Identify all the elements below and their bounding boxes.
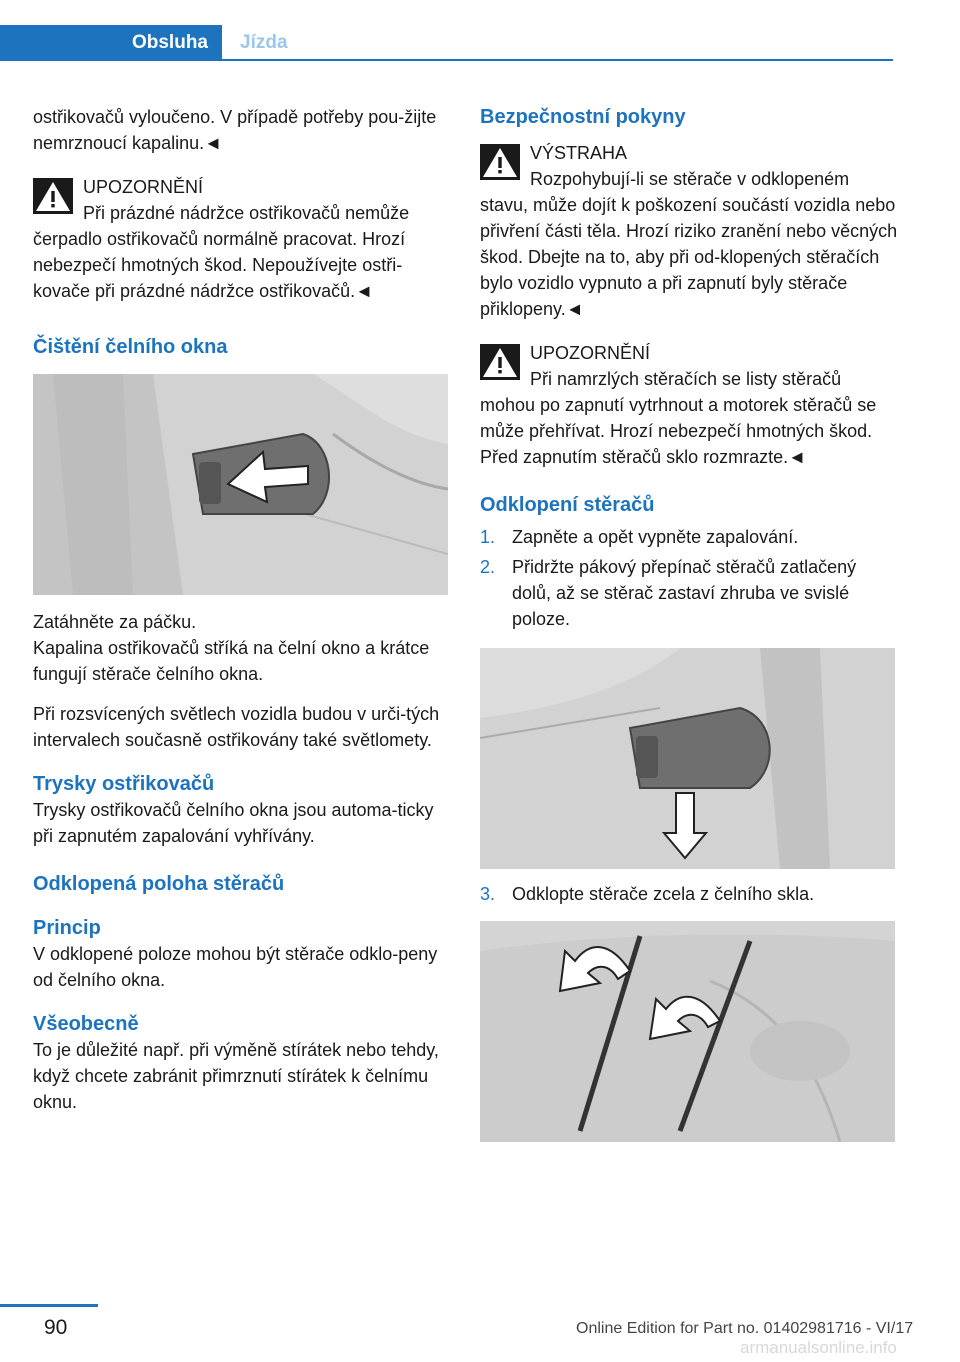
left-column [33,104,451,1129]
warning-triangle-icon [480,144,520,180]
warning-body: Rozpohybují-li se stěrače v odklopeném stavu, může dojít k poškození součástí vozidla nebo přivření části těla. Hrozí riziko zranění nebo věcných škod. Dbejte na to, aby při od‐klopených stěračích bylo vozidlo vypnuto a při zapnutí byly stěrače přiklopeny.◄ [480,169,898,319]
heading-safety: Bezpečnostní pokyny [480,106,686,128]
tab-jizda[interactable]: Jízda [240,32,288,53]
text-pull: Zatáhněte za páčku. [33,612,197,632]
watermark: armanualsonline.info [740,1338,897,1357]
heading-general: Všeobecně [33,1013,139,1035]
warning-title: UPOZORNĚNÍ [530,343,651,363]
wipers-folded-image [480,921,895,1142]
text-principle: V odklopené poloze mohou být stěrače odklo‐peny od čelního okna. [33,944,438,990]
heading-jets: Trysky ostřikovačů [33,773,215,795]
wiper-lever-pull-image [33,374,448,595]
steps-list [480,881,898,907]
heading-cleaning: Čištění čelního okna [33,336,228,358]
warning-body: Při namrzlých stěračích se listy stěračů mohou po zapnutí vytrhnout a motorek stěračů se může přehřívat. Hrozí nebezpečí hmotných škod. Před zapnutím stěračů sklo rozmrazte.◄ [480,369,877,467]
steps-list [480,524,898,632]
step-number: 3. [480,884,496,904]
page-number: 90 [44,1316,68,1339]
heading-folded: Odklopená poloha stěračů [33,873,285,895]
tab-obsluha[interactable]: Obsluha [0,25,222,61]
tab-underline [222,59,893,61]
right-column [480,104,898,1142]
warning-title: UPOZORNĚNÍ [83,177,204,197]
warning-triangle-icon [33,178,73,214]
text-fluid: Kapalina ostřikovačů stříká na čelní okno a krátce fungují stěrače čelního okna. [33,638,430,684]
heading-principle: Princip [33,917,101,939]
step-text: Odklopte stěrače zcela z čelního skla. [512,884,815,904]
text-jets: Trysky ostřikovačů čelního okna jsou automa‐ticky při zapnutém zapalování vyhřívány. [33,800,434,846]
warning-title: VÝSTRAHA [530,143,628,163]
chapter-tabs [0,25,893,61]
text-headlights: Při rozsvícených světlech vozidla budou v urči‐tých intervalech současně ostřikovány také světlomety. [33,704,440,750]
step-text: Přidržte pákový přepínač stěračů zatlačený dolů, až se stěrač zastaví zhruba ve svislé poloze. [512,557,857,629]
text-general: To je důležité např. při výměně stírátek nebo tehdy, když chcete zabránit přimrznutí stírátek k čelnímu oknu. [33,1040,439,1112]
warning-box [480,340,898,470]
warning-box [33,174,451,304]
wiper-lever-push-image [480,648,895,869]
warning-box [480,140,898,322]
step-number: 1. [480,527,496,547]
list-item [480,554,898,632]
intro-text: ostřikovačů vyloučeno. V případě potřeby pou‐žijte nemrznoucí kapalinu.◄ [33,107,437,153]
heading-unfold: Odklopení stěračů [480,494,655,516]
list-item [480,881,898,907]
warning-body: Při prázdné nádržce ostřikovačů nemůže čerpadlo ostřikovačů normálně pracovat. Hrozí nebezpečí hmotných škod. Nepoužívejte ostři‐kovače při prázdné nádržce ostřikovačů.◄ [33,203,410,301]
list-item [480,524,898,550]
step-text: Zapněte a opět vypněte zapalování. [512,527,799,547]
warning-triangle-icon [480,344,520,380]
footer-line [0,1304,98,1307]
edition-text: Online Edition for Part no. 01402981716 - VI/17 [576,1320,914,1337]
step-number: 2. [480,557,496,577]
